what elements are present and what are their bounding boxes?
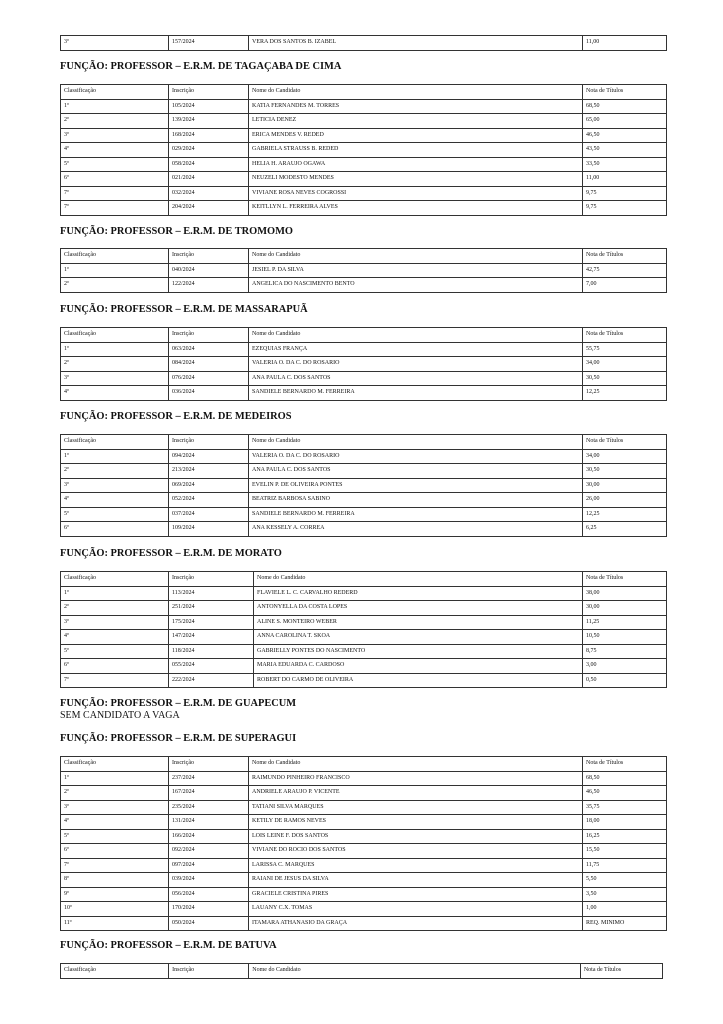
cell-nome: ANA PAULA C. DOS SANTOS <box>249 464 583 479</box>
cell-classificacao: 2º <box>61 278 169 293</box>
cell-classificacao: 5º <box>61 507 169 522</box>
table-batuva <box>60 963 663 979</box>
table-row <box>61 386 667 401</box>
table-row <box>61 464 667 479</box>
cell-classificacao: 8º <box>61 873 169 888</box>
table-row <box>61 114 667 129</box>
cell-inscricao: 036/2024 <box>169 386 249 401</box>
cell-nome: VALERIA O. DA C. DO ROSARIO <box>249 449 583 464</box>
cell-nota: 30,00 <box>583 478 667 493</box>
cell-nome: LAUANY C.X. TOMAS <box>249 902 583 917</box>
section-title-superagui: FUNÇÃO: PROFESSOR – E.R.M. DE SUPERAGUI <box>60 733 297 744</box>
cell-nome: VERA DOS SANTOS B. IZABEL <box>249 36 583 51</box>
cell-inscricao: 204/2024 <box>169 201 249 216</box>
cell-nome: ANGELICA DO NASCIMENTO BENTO <box>249 278 583 293</box>
table-row <box>61 371 667 386</box>
top-continuation-table <box>60 35 663 51</box>
cell-classificacao: 6º <box>61 522 169 537</box>
cell-inscricao: 032/2024 <box>169 186 249 201</box>
table-header-row <box>61 249 667 264</box>
cell-nota: 26,00 <box>583 493 667 508</box>
header-inscricao: Inscrição <box>169 435 249 450</box>
header-nome: Nome do Candidato <box>249 757 583 772</box>
cell-classificacao: 1º <box>61 586 169 601</box>
cell-classificacao: 2º <box>61 464 169 479</box>
cell-inscricao: 039/2024 <box>169 873 249 888</box>
section-title-massarapua: FUNÇÃO: PROFESSOR – E.R.M. DE MASSARAPUÃ <box>60 304 308 315</box>
cell-classificacao: 1º <box>61 771 169 786</box>
header-nota: Nota de Títulos <box>583 757 667 772</box>
cell-nome: EZEQUIAS FRANÇA <box>249 342 583 357</box>
cell-classificacao: 3º <box>61 36 169 51</box>
cell-nome: ANDRIELE ARAUJO P. VICENTE <box>249 786 583 801</box>
cell-nota: 33,50 <box>583 157 667 172</box>
table-row <box>61 342 667 357</box>
table-row <box>61 902 667 917</box>
header-nome: Nome do Candidato <box>249 85 583 100</box>
table-row <box>61 887 667 902</box>
table-row <box>61 615 667 630</box>
cell-inscricao: 076/2024 <box>169 371 249 386</box>
cell-classificacao: 1º <box>61 263 169 278</box>
cell-classificacao: 1º <box>61 99 169 114</box>
cell-inscricao: 056/2024 <box>169 887 249 902</box>
table-row <box>61 493 667 508</box>
table-row <box>61 601 667 616</box>
table-row <box>61 36 667 51</box>
cell-classificacao: 7º <box>61 186 169 201</box>
table-header-row <box>61 85 667 100</box>
no-candidate-note: SEM CANDIDATO A VAGA <box>60 710 180 721</box>
cell-classificacao: 6º <box>61 844 169 859</box>
cell-inscricao: 050/2024 <box>169 916 249 931</box>
cell-classificacao: 9º <box>61 887 169 902</box>
cell-nome: RAIMUNDO PINHEIRO FRANCISCO <box>249 771 583 786</box>
cell-nome: KEITLLYN L. FERREIRA ALVES <box>249 201 583 216</box>
header-classificacao: Classificação <box>61 435 169 450</box>
cell-inscricao: 105/2024 <box>169 99 249 114</box>
cell-classificacao: 5º <box>61 829 169 844</box>
cell-classificacao: 11º <box>61 916 169 931</box>
cell-classificacao: 1º <box>61 449 169 464</box>
cell-nome: VIVIANE ROSA NEVES COGROSSI <box>249 186 583 201</box>
table-header-row <box>61 757 667 772</box>
header-classificacao: Classificação <box>61 328 169 343</box>
header-classificacao: Classificação <box>61 572 169 587</box>
table-row <box>61 143 667 158</box>
table-tromomo <box>60 248 663 293</box>
cell-nome: FLAVIELE L. C. CARVALHO REDERD <box>254 586 583 601</box>
table-header-row <box>61 964 663 979</box>
table-row <box>61 99 667 114</box>
table-tagacaba <box>60 84 663 216</box>
cell-nota: 65,00 <box>583 114 667 129</box>
cell-nota: 11,00 <box>583 172 667 187</box>
header-nome: Nome do Candidato <box>249 435 583 450</box>
table-massarapua <box>60 327 663 401</box>
cell-nome: ANNA CAROLINA T. SKOA <box>254 630 583 645</box>
table-row <box>61 659 667 674</box>
cell-classificacao: 3º <box>61 615 169 630</box>
section-title-tagacaba: FUNÇÃO: PROFESSOR – E.R.M. DE TAGAÇABA DE CIMA <box>60 61 342 72</box>
cell-inscricao: 084/2024 <box>169 357 249 372</box>
cell-classificacao: 10º <box>61 902 169 917</box>
header-nota: Nota de Títulos <box>583 572 667 587</box>
table-row <box>61 873 667 888</box>
cell-nota: 10,50 <box>583 630 667 645</box>
cell-classificacao: 3º <box>61 128 169 143</box>
cell-classificacao: 2º <box>61 357 169 372</box>
cell-nota: 11,00 <box>583 36 667 51</box>
cell-nome: TATIANI SILVA MARQUES <box>249 800 583 815</box>
table-morato <box>60 571 663 688</box>
cell-inscricao: 166/2024 <box>169 829 249 844</box>
cell-inscricao: 069/2024 <box>169 478 249 493</box>
header-inscricao: Inscrição <box>169 328 249 343</box>
cell-inscricao: 235/2024 <box>169 800 249 815</box>
cell-inscricao: 113/2024 <box>169 586 254 601</box>
cell-inscricao: 168/2024 <box>169 128 249 143</box>
cell-nome: BEATRIZ BARBOSA SABINO <box>249 493 583 508</box>
cell-inscricao: 170/2024 <box>169 902 249 917</box>
cell-nome: EVELIN P. DE OLIVEIRA PONTES <box>249 478 583 493</box>
cell-nome: ALINE S. MONTEIRO WEBER <box>254 615 583 630</box>
table-row <box>61 128 667 143</box>
cell-nota: 9,75 <box>583 186 667 201</box>
cell-inscricao: 040/2024 <box>169 263 249 278</box>
table-superagui <box>60 756 663 931</box>
cell-nota: 15,50 <box>583 844 667 859</box>
cell-nota: 3,50 <box>583 887 667 902</box>
cell-nome: LARISSA C. MARQUES <box>249 858 583 873</box>
cell-classificacao: 6º <box>61 172 169 187</box>
cell-nome: SANDIELE BERNARDO M. FERREIRA <box>249 507 583 522</box>
cell-nota: 30,00 <box>583 601 667 616</box>
cell-nome: JESIEL P. DA SILVA <box>249 263 583 278</box>
table-row <box>61 357 667 372</box>
table-row <box>61 522 667 537</box>
table-medeiros <box>60 434 663 537</box>
table-row <box>61 278 667 293</box>
cell-inscricao: 131/2024 <box>169 815 249 830</box>
table-row <box>61 630 667 645</box>
section-title-tromomo: FUNÇÃO: PROFESSOR – E.R.M. DE TROMOMO <box>60 226 294 237</box>
table-row <box>61 644 667 659</box>
cell-nome: VALERIA O. DA C. DO ROSARIO <box>249 357 583 372</box>
cell-inscricao: 157/2024 <box>169 36 249 51</box>
cell-nota: 43,50 <box>583 143 667 158</box>
cell-inscricao: 092/2024 <box>169 844 249 859</box>
header-nota: Nota de Títulos <box>580 964 662 979</box>
cell-inscricao: 237/2024 <box>169 771 249 786</box>
cell-inscricao: 097/2024 <box>169 858 249 873</box>
cell-classificacao: 2º <box>61 114 169 129</box>
cell-nome: RAIANI DE JESUS DA SILVA <box>249 873 583 888</box>
header-classificacao: Classificação <box>61 249 169 264</box>
header-nome: Nome do Candidato <box>249 328 583 343</box>
table-row <box>61 916 667 931</box>
cell-nota: 68,50 <box>583 771 667 786</box>
cell-nota: 12,25 <box>583 386 667 401</box>
cell-nome: MARIA EDUARDA C. CARDOSO <box>254 659 583 674</box>
table-row <box>61 844 667 859</box>
table-row <box>61 771 667 786</box>
cell-inscricao: 052/2024 <box>169 493 249 508</box>
section-title-batuva: FUNÇÃO: PROFESSOR – E.R.M. DE BATUVA <box>60 940 277 951</box>
cell-inscricao: 167/2024 <box>169 786 249 801</box>
cell-classificacao: 4º <box>61 630 169 645</box>
section-title-medeiros: FUNÇÃO: PROFESSOR – E.R.M. DE MEDEIROS <box>60 411 292 422</box>
cell-nota: 6,25 <box>583 522 667 537</box>
header-nome: Nome do Candidato <box>249 964 581 979</box>
cell-inscricao: 118/2024 <box>169 644 254 659</box>
header-classificacao: Classificação <box>61 964 169 979</box>
table-header-row <box>61 328 667 343</box>
table-row <box>61 507 667 522</box>
cell-nota: 46,50 <box>583 786 667 801</box>
cell-nome: VIVIANE DO ROCIO DOS SANTOS <box>249 844 583 859</box>
cell-classificacao: 3º <box>61 478 169 493</box>
cell-inscricao: 122/2024 <box>169 278 249 293</box>
cell-inscricao: 058/2024 <box>169 157 249 172</box>
table-row <box>61 786 667 801</box>
cell-classificacao: 3º <box>61 371 169 386</box>
header-classificacao: Classificação <box>61 757 169 772</box>
cell-inscricao: 139/2024 <box>169 114 249 129</box>
cell-classificacao: 4º <box>61 143 169 158</box>
cell-nota: 35,75 <box>583 800 667 815</box>
cell-classificacao: 7º <box>61 673 169 688</box>
header-nota: Nota de Títulos <box>583 249 667 264</box>
cell-inscricao: 063/2024 <box>169 342 249 357</box>
header-inscricao: Inscrição <box>169 85 249 100</box>
cell-classificacao: 1º <box>61 342 169 357</box>
cell-nota: 11,75 <box>583 858 667 873</box>
cell-inscricao: 055/2024 <box>169 659 254 674</box>
cell-nome: ROBERT DO CARMO DE OLIVEIRA <box>254 673 583 688</box>
table-header-row <box>61 572 667 587</box>
cell-nota: 68,50 <box>583 99 667 114</box>
table-row <box>61 478 667 493</box>
table-row <box>61 815 667 830</box>
cell-nome: ERICA MENDES V. REDED <box>249 128 583 143</box>
header-nota: Nota de Títulos <box>583 85 667 100</box>
cell-nota: 9,75 <box>583 201 667 216</box>
header-inscricao: Inscrição <box>169 249 249 264</box>
cell-nota: 34,00 <box>583 449 667 464</box>
cell-nome: SANDIELE BERNARDO M. FERREIRA <box>249 386 583 401</box>
header-inscricao: Inscrição <box>169 964 249 979</box>
header-inscricao: Inscrição <box>169 572 254 587</box>
table-header-row <box>61 435 667 450</box>
table-row <box>61 157 667 172</box>
table-row <box>61 829 667 844</box>
cell-classificacao: 6º <box>61 659 169 674</box>
header-nota: Nota de Títulos <box>583 328 667 343</box>
cell-nota: REQ. MINIMO <box>583 916 667 931</box>
cell-nome: ANTONYELLA DA COSTA LOPES <box>254 601 583 616</box>
table-row <box>61 201 667 216</box>
table-row <box>61 186 667 201</box>
cell-nome: HELIA H. ARAUJO OGAWA <box>249 157 583 172</box>
cell-nome: ANA PAULA C. DOS SANTOS <box>249 371 583 386</box>
cell-nota: 30,50 <box>583 371 667 386</box>
section-title-morato: FUNÇÃO: PROFESSOR – E.R.M. DE MORATO <box>60 548 282 559</box>
table-row <box>61 673 667 688</box>
cell-nota: 7,00 <box>583 278 667 293</box>
cell-inscricao: 094/2024 <box>169 449 249 464</box>
cell-nota: 16,25 <box>583 829 667 844</box>
cell-nome: NEUZELI MODESTO MENDES <box>249 172 583 187</box>
cell-nota: 30,50 <box>583 464 667 479</box>
cell-inscricao: 213/2024 <box>169 464 249 479</box>
cell-nome: GRACIELE CRISTINA PIRES <box>249 887 583 902</box>
cell-nota: 5,50 <box>583 873 667 888</box>
cell-nome: ITAMARA ATHANASIO DA GRAÇA <box>249 916 583 931</box>
cell-inscricao: 251/2024 <box>169 601 254 616</box>
header-classificacao: Classificação <box>61 85 169 100</box>
table-row <box>61 449 667 464</box>
cell-nota: 55,75 <box>583 342 667 357</box>
cell-nota: 1,00 <box>583 902 667 917</box>
cell-classificacao: 4º <box>61 386 169 401</box>
cell-classificacao: 2º <box>61 601 169 616</box>
cell-inscricao: 147/2024 <box>169 630 254 645</box>
cell-nome: LETICIA DENEZ <box>249 114 583 129</box>
cell-inscricao: 109/2024 <box>169 522 249 537</box>
cell-classificacao: 3º <box>61 800 169 815</box>
table-row <box>61 263 667 278</box>
cell-inscricao: 175/2024 <box>169 615 254 630</box>
cell-classificacao: 4º <box>61 815 169 830</box>
cell-nota: 18,00 <box>583 815 667 830</box>
cell-nota: 34,00 <box>583 357 667 372</box>
cell-nome: GABRIELA STRAUSS B. REDED <box>249 143 583 158</box>
cell-nome: GABRIELLY PONTES DO NASCIMENTO <box>254 644 583 659</box>
header-nome: Nome do Candidato <box>254 572 583 587</box>
cell-inscricao: 029/2024 <box>169 143 249 158</box>
cell-inscricao: 037/2024 <box>169 507 249 522</box>
cell-nota: 12,25 <box>583 507 667 522</box>
cell-nota: 38,00 <box>583 586 667 601</box>
cell-nome: LOIS LEINE F. DOS SANTOS <box>249 829 583 844</box>
cell-nota: 46,50 <box>583 128 667 143</box>
cell-classificacao: 5º <box>61 157 169 172</box>
header-nome: Nome do Candidato <box>249 249 583 264</box>
cell-nome: KATIA FERNANDES M. TORRES <box>249 99 583 114</box>
cell-classificacao: 7º <box>61 201 169 216</box>
table-row <box>61 172 667 187</box>
header-inscricao: Inscrição <box>169 757 249 772</box>
cell-classificacao: 4º <box>61 493 169 508</box>
cell-classificacao: 7º <box>61 858 169 873</box>
table-row <box>61 858 667 873</box>
table-row <box>61 586 667 601</box>
cell-inscricao: 222/2024 <box>169 673 254 688</box>
cell-nota: 11,25 <box>583 615 667 630</box>
cell-nota: 0,50 <box>583 673 667 688</box>
cell-nome: KETILY DE RAMOS NEVES <box>249 815 583 830</box>
cell-nota: 42,75 <box>583 263 667 278</box>
header-nota: Nota de Títulos <box>583 435 667 450</box>
section-title-guapecum: FUNÇÃO: PROFESSOR – E.R.M. DE GUAPECUM <box>60 698 297 709</box>
cell-nota: 8,75 <box>583 644 667 659</box>
cell-classificacao: 5º <box>61 644 169 659</box>
cell-nome: ANA KESSELY A. CORREA <box>249 522 583 537</box>
cell-classificacao: 2º <box>61 786 169 801</box>
cell-nota: 3,00 <box>583 659 667 674</box>
table-row <box>61 800 667 815</box>
cell-inscricao: 021/2024 <box>169 172 249 187</box>
